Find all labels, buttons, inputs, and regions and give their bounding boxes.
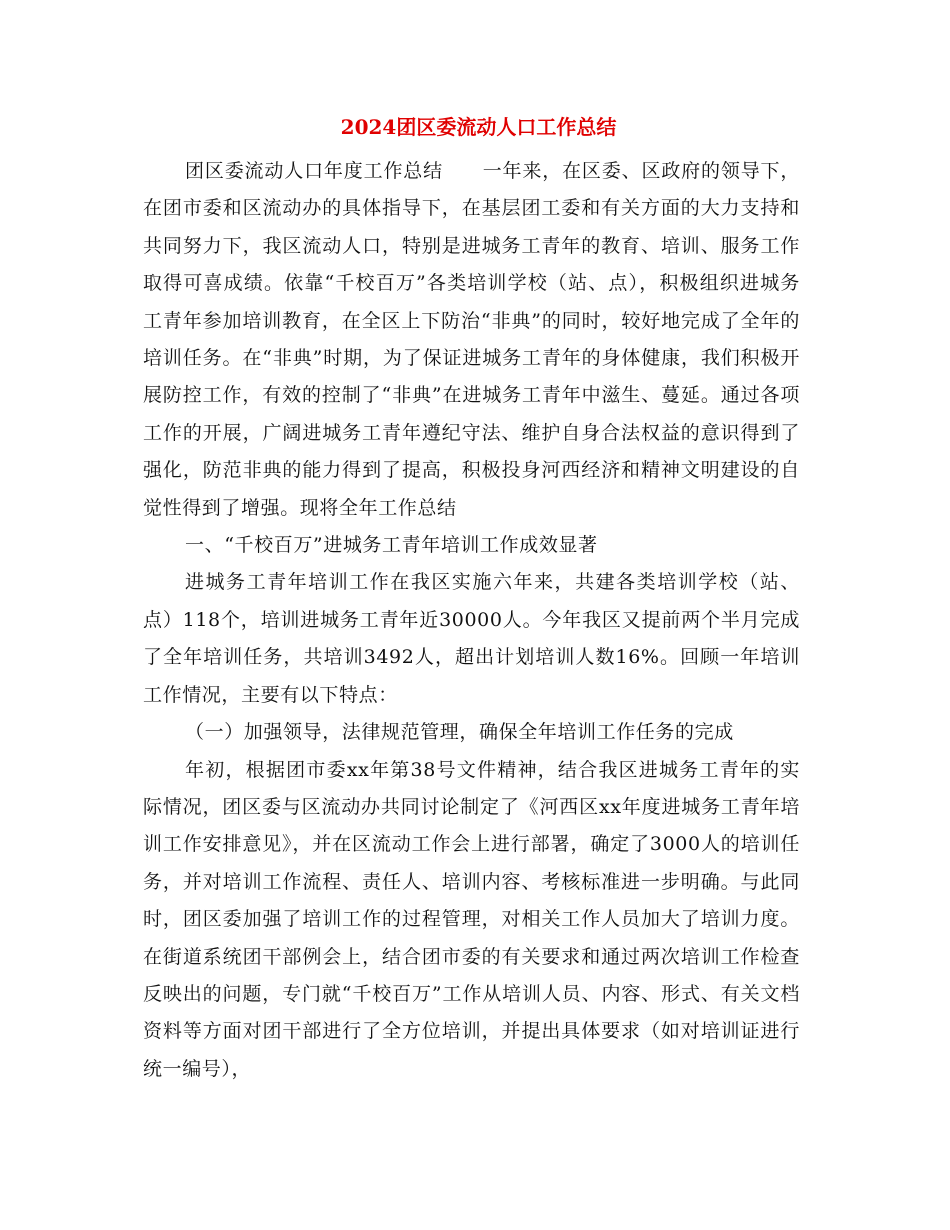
paragraph-subsection-1: 年初，根据团市委xx年第38号文件精神，结合我区进城务工青年的实际情况，团区委与区流动办共同讨论制定了《河西区xx年度进城务工青年培训工作安排意见》，并在区流动工作会上进行部署，确定了3000人的培训任务，并对培训工作流程、责任人、培训内容、考核标准进一步明确。与此同时，团区委加强了培训工作的过程管理，对相关工作人员加大了培训力度。在街道系统团干部例会上，结合团市委的有关要求和通过两次培训工作检查反映出的问题，专门就“千校百万”工作从培训人员、内容、形式、有关文档资料等方面对团干部进行了全方位培训，并提出具体要求（如对培训证进行统一编号）， [143, 758, 800, 1080]
paragraph-intro: 团区委流动人口年度工作总结 一年来，在区委、区政府的领导下，在团市委和区流动办的具体指导下，在基层团工委和有关方面的大力支持和共同努力下，我区流动人口，特别是进城务工青年的教育、培训、服务工作取得可喜成绩。依靠“千校百万”各类培训学校（站、点），积极组织进城务工青年参加培训教育，在全区上下防治“非典”的同时，较好地完成了全年的培训任务。在“非典”时期，为了保证进城务工青年的身体健康，我们积极开展防控工作，有效的控制了“非典”在进城务工青年中滋生、蔓延。通过各项工作的开展，广阔进城务工青年遵纪守法、维护自身合法权益的意识得到了强化，防范非典的能力得到了提高，积极投身河西经济和精神文明建设的自觉性得到了增强。现将全年工作总结 [143, 160, 800, 519]
document-title: 2024团区委流动人口工作总结 [340, 115, 617, 139]
section-heading-1: 一、“千校百万”进城务工青年培训工作成效显著 [185, 534, 598, 557]
subsection-heading-1: （一）加强领导，法律规范管理，确保全年培训工作任务的完成 [185, 721, 734, 744]
paragraph-section-1: 进城务工青年培训工作在我区实施六年来，共建各类培训学校（站、点）118个，培训进城务工青年近30000人。今年我区又提前两个半月完成了全年培训任务，共培训3492人，超出计划培训人数16%。回顾一年培训工作情况，主要有以下特点： [143, 571, 800, 706]
